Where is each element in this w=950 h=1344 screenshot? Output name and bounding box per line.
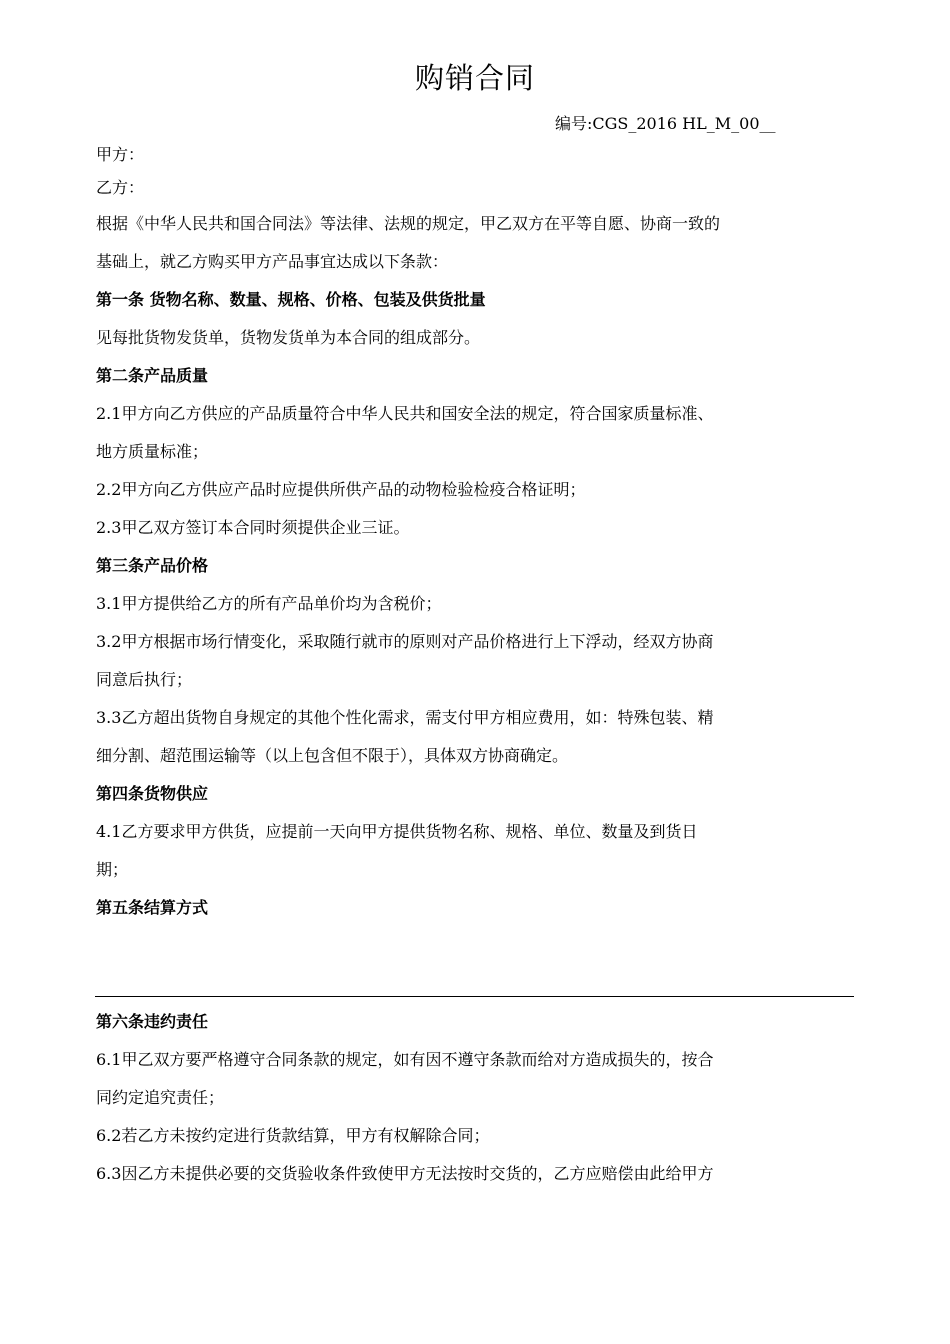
intro-line-2: 基础上，就乙方购买甲方产品事宜达成以下条款： bbox=[96, 252, 449, 271]
article-3-line-4: 3.3乙方超出货物自身规定的其他个性化需求，需支付甲方相应费用，如：特殊包装、精 bbox=[96, 708, 714, 727]
article-2-line-3: 2.2甲方向乙方供应产品时应提供所供产品的动物检验检疫合格证明； bbox=[96, 480, 586, 499]
article-3-line-5: 细分割、超范围运输等（以上包含但不限于），具体双方协商确定。 bbox=[96, 746, 569, 765]
article-3-line-3: 同意后执行； bbox=[96, 670, 193, 689]
article-2-line-2: 地方质量标准； bbox=[96, 442, 209, 461]
article-3-line-1: 3.1甲方提供给乙方的所有产品单价均为含税价； bbox=[96, 594, 442, 613]
article-5-heading: 第五条结算方式 bbox=[96, 898, 209, 917]
article-3-heading: 第三条产品价格 bbox=[96, 556, 209, 575]
article-2-heading: 第二条产品质量 bbox=[96, 366, 209, 385]
article-6-line-2: 同约定追究责任； bbox=[96, 1088, 225, 1107]
article-2-line-1: 2.1甲方向乙方供应的产品质量符合中华人民共和国安全法的规定，符合国家质量标准、 bbox=[96, 404, 714, 423]
article-4-heading: 第四条货物供应 bbox=[96, 784, 209, 803]
party-a-label: 甲方： bbox=[96, 145, 145, 164]
article-6-heading: 第六条违约责任 bbox=[96, 1012, 209, 1031]
contract-number: 编号:CGS_2016 HL_M_00__ bbox=[555, 114, 776, 133]
article-2-line-4: 2.3甲乙双方签订本合同时须提供企业三证。 bbox=[96, 518, 410, 537]
article-6-line-4: 6.3因乙方未提供必要的交货验收条件致使甲方无法按时交货的，乙方应赔偿由此给甲方 bbox=[96, 1164, 714, 1183]
article-1-line-1: 见每批货物发货单，货物发货单为本合同的组成部分。 bbox=[96, 328, 481, 347]
article-1-heading: 第一条 货物名称、数量、规格、价格、包装及供货批量 bbox=[96, 290, 486, 309]
party-b-label: 乙方： bbox=[96, 178, 145, 197]
horizontal-divider bbox=[95, 996, 854, 997]
article-3-line-2: 3.2甲方根据市场行情变化，采取随行就市的原则对产品价格进行上下浮动，经双方协商 bbox=[96, 632, 714, 651]
article-4-line-1: 4.1乙方要求甲方供货，应提前一天向甲方提供货物名称、规格、单位、数量及到货日 bbox=[96, 822, 698, 841]
intro-line-1: 根据《中华人民共和国合同法》等法律、法规的规定，甲乙双方在平等自愿、协商一致的 bbox=[96, 214, 721, 233]
document-title: 购销合同 bbox=[414, 61, 535, 95]
article-6-line-1: 6.1甲乙双方要严格遵守合同条款的规定，如有因不遵守条款而给对方造成损失的，按合 bbox=[96, 1050, 714, 1069]
article-6-line-3: 6.2若乙方未按约定进行货款结算，甲方有权解除合同； bbox=[96, 1126, 490, 1145]
article-4-line-2: 期； bbox=[96, 860, 129, 879]
